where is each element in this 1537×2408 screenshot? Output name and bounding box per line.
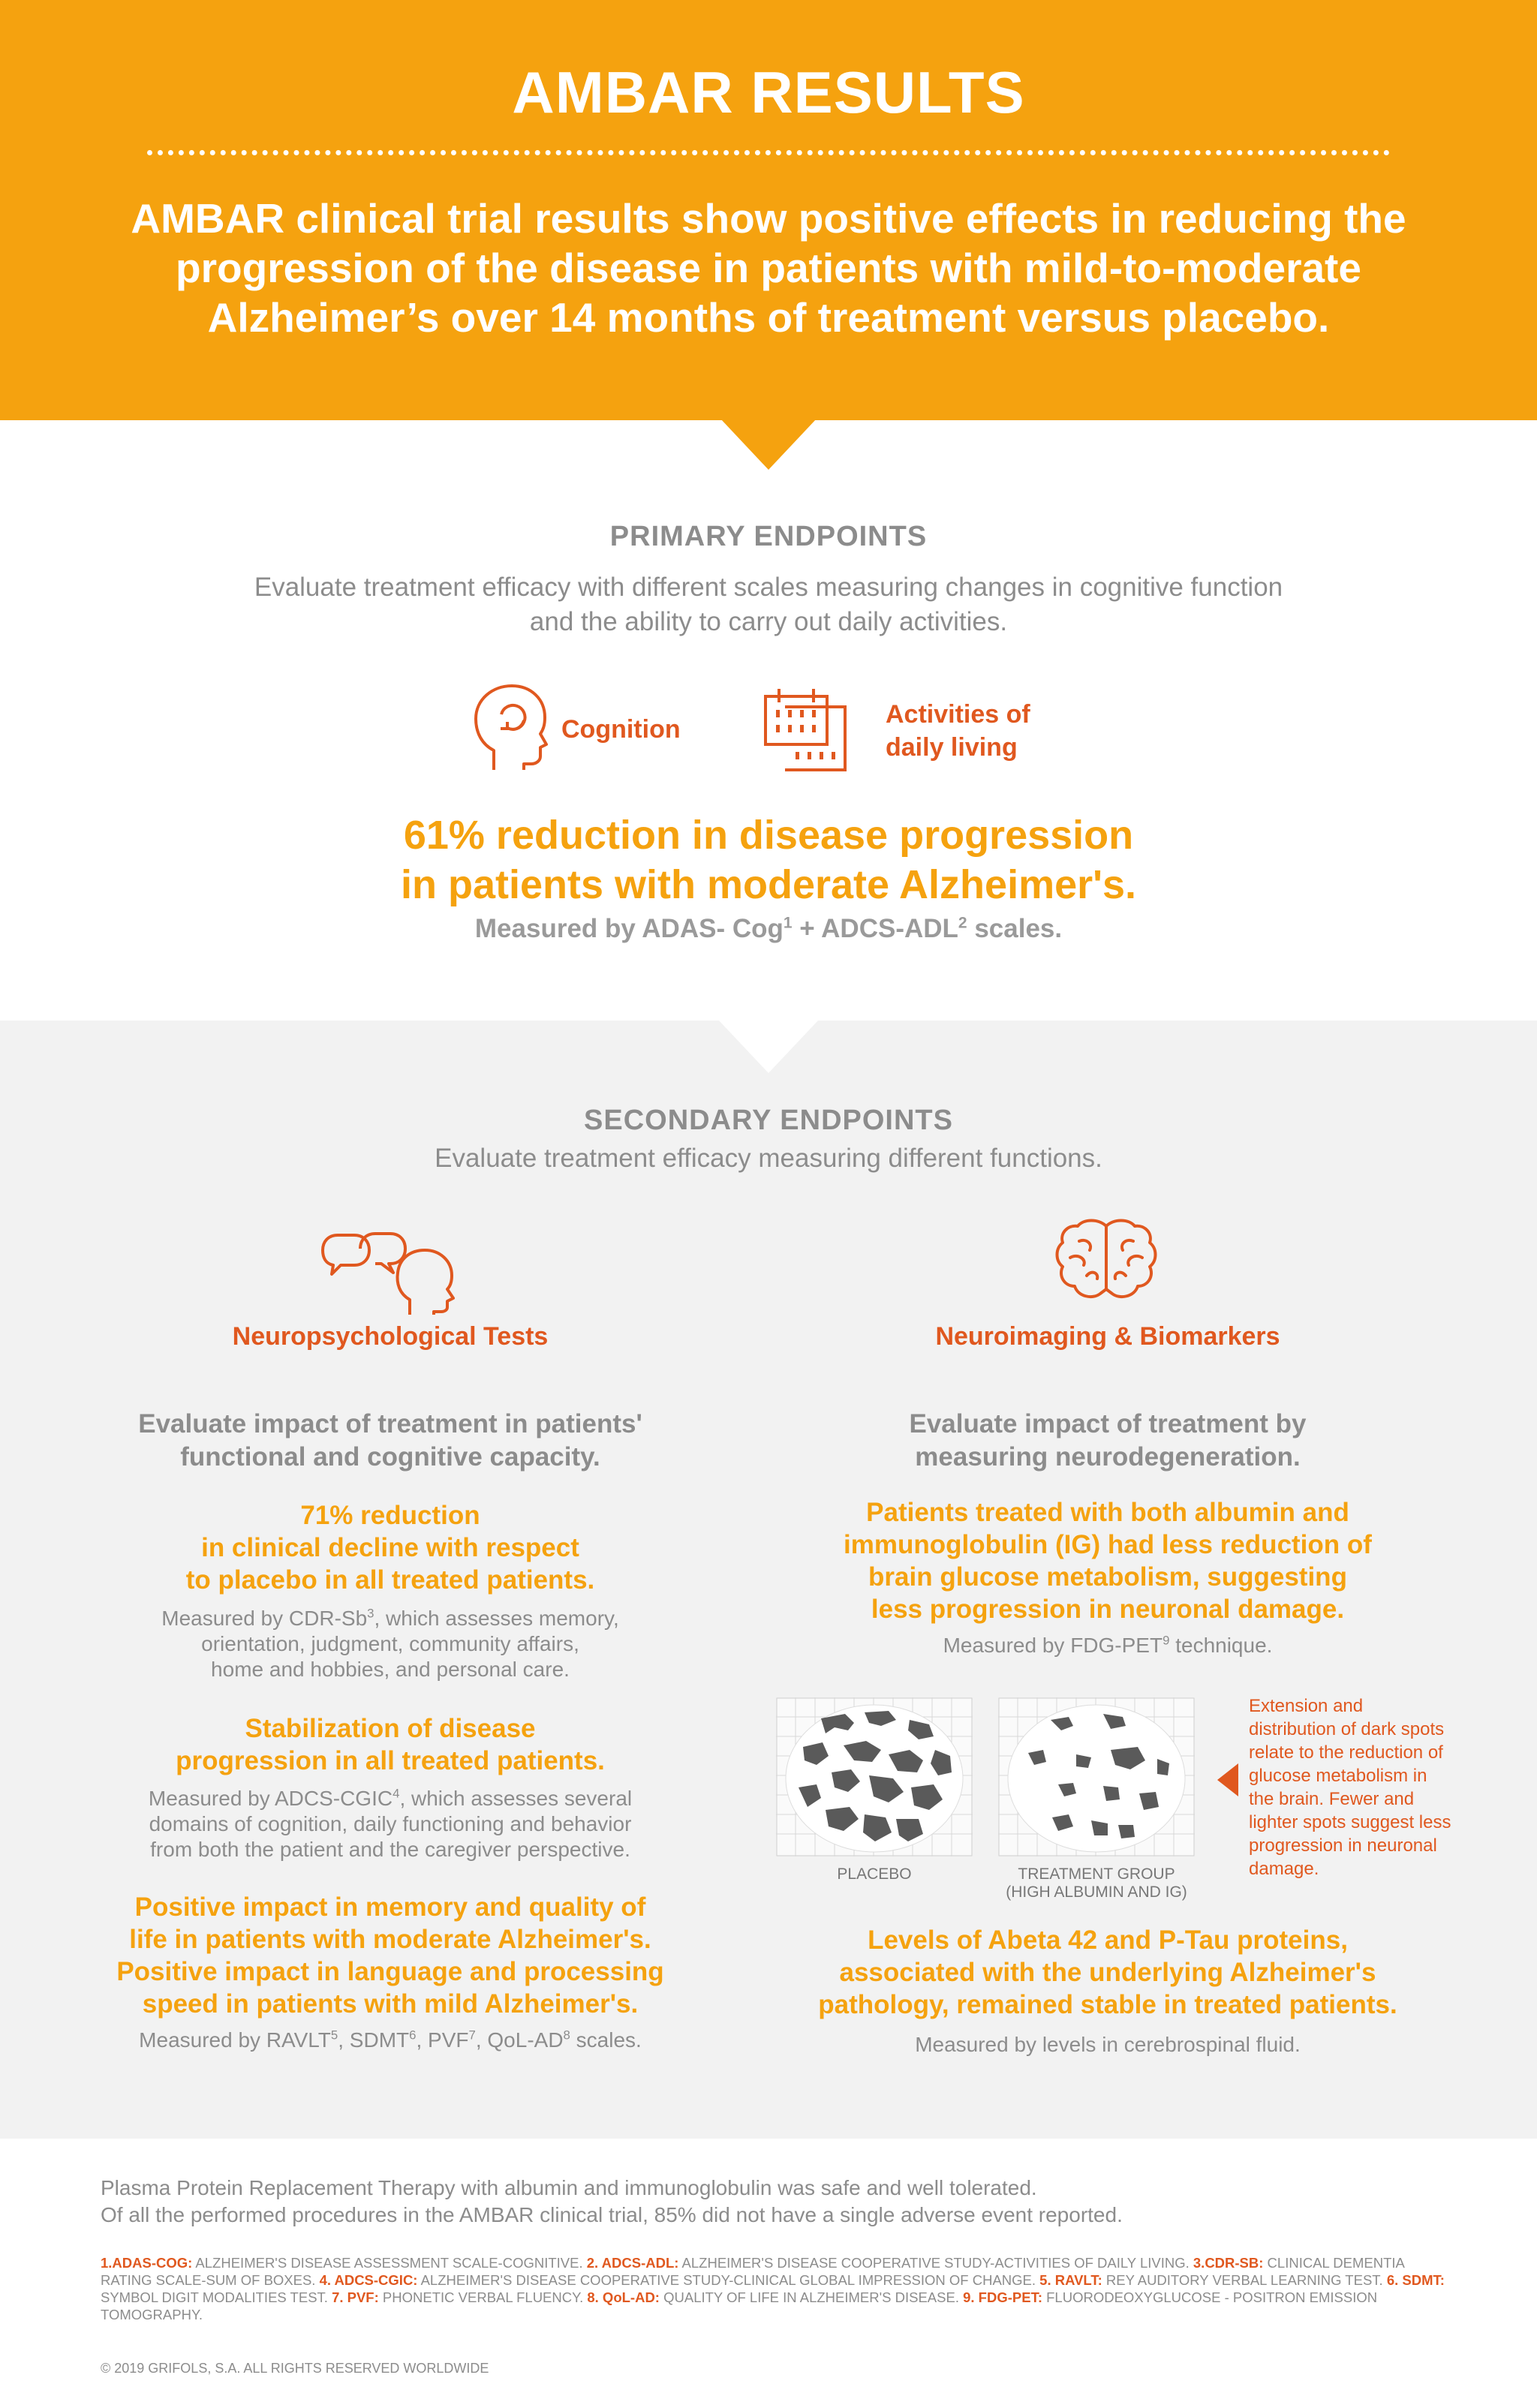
stat-line: Positive impact in memory and quality of [134,1892,646,1922]
neuroimaging-heading: Neuroimaging & Biomarkers [935,1322,1280,1351]
footnote-ref: 9 [1163,1633,1170,1648]
stat-line: to placebo in all treated patients. [185,1565,595,1595]
treatment-brain-scan [998,1697,1195,1856]
note-pointer-icon [1217,1763,1238,1796]
activities-label-line2: daily living [886,733,1018,762]
footnote-key: 5. RAVLT: [1039,2272,1102,2288]
neuropsych-stat3 [45,1891,735,2020]
neuropsych-measure3 [45,2028,735,2053]
footnote-key: 3.CDR-SB: [1193,2255,1264,2271]
header-subtitle: AMBAR clinical trial results show positive effects in reducing the progression of the disease in patients with mild-to-moderate Alzheimer’s over 14 months of treatment versus placebo. [131,195,1406,341]
footnote-ref: 1 [783,914,793,932]
measure-text: scales. [967,914,1063,943]
neuroimaging-measure1 [762,1633,1453,1658]
placebo-label: PLACEBO [837,1865,912,1883]
footnote-key: 7. PVF: [332,2289,379,2305]
treatment-label-line: (HIGH ALBUMIN AND IG) [1006,1883,1187,1901]
head-cognition-icon [471,681,549,774]
primary-stat-line1: 61% reduction in disease progression [403,813,1134,858]
eval-line: functional and cognitive capacity. [180,1442,600,1472]
footnotes [101,2254,1451,2323]
measure-text: , which assesses several [399,1787,633,1810]
activities-label-line1: Activities of [886,700,1030,729]
stat-line: in clinical decline with respect [201,1533,579,1562]
measure-text: + ADCS-ADL [792,914,958,943]
stat-line: immunoglobulin (IG) had less reduction of [844,1530,1372,1559]
neuropsych-stat1 [45,1499,735,1596]
measure-text: Measured by FDG-PET [943,1634,1163,1657]
measure-text: , QoL-AD [475,2028,564,2052]
stat-line: Stabilization of disease [245,1714,536,1743]
neuroimaging-stat1 [747,1496,1468,1625]
footnote-ref: 6 [409,2028,417,2043]
footnote-text: PHONETIC VERBAL FLUENCY. [378,2289,588,2305]
footnote-text: SYMBOL DIGIT MODALITIES TEST. [101,2289,332,2305]
stat-line: 71% reduction [300,1501,480,1530]
measure-text: , SDMT [338,2028,410,2052]
safety-line: Plasma Protein Replacement Therapy with albumin and immunoglobulin was safe and well tolerated. [101,2176,1037,2199]
stat-line: pathology, remained stable in treated patients. [818,1990,1397,2019]
neuroimaging-stat2 [747,1924,1468,2021]
footnote-key: 8. QoL-AD: [587,2289,660,2305]
eval-line: Evaluate impact of treatment in patients' [138,1409,642,1438]
footnote-ref: 8 [563,2028,570,2043]
scan-note: Extension and distribution of dark spots relate to the reduction of glucose metabolism in the brain. Fewer and lighter spots suggest less progression in neuronal damage. [1249,1696,1451,1879]
footnote-key: 2. ADCS-ADL: [586,2255,679,2271]
eval-line: measuring neurodegeneration. [915,1442,1301,1472]
neuropsych-stat2 [45,1712,735,1777]
footnote-ref: 3 [367,1606,374,1621]
stat-line: Levels of Abeta 42 and P-Tau proteins, [868,1925,1348,1955]
footnote-text: ALZHEIMER'S DISEASE ASSESSMENT SCALE-COGNITIVE. [192,2255,587,2271]
treatment-label-line: TREATMENT GROUP [1018,1865,1175,1883]
copyright: © 2019 GRIFOLS, S.A. ALL RIGHTS RESERVED WORLDWIDE [101,2361,489,2376]
footnote-key: 4. ADCS-CGIC: [319,2272,418,2288]
safety-statement [101,2175,1451,2229]
treatment-label [983,1865,1210,1901]
stat-line: associated with the underlying Alzheimer's [839,1958,1376,1987]
primary-stat-line2: in patients with moderate Alzheimer's. [400,862,1137,907]
footnote-ref: 7 [468,2028,476,2043]
footnote-ref: 4 [393,1786,400,1801]
secondary-endpoints-title: SECONDARY ENDPOINTS [584,1105,953,1136]
measure-text: scales. [570,2028,642,2052]
measure-line: from both the patient and the caregiver perspective. [150,1838,630,1861]
eval-line: Evaluate impact of treatment by [909,1409,1307,1438]
footnote-text: FLUORODEOXYGLUCOSE - POSITRON EMISSION TOMOGRAPHY. [101,2289,1378,2322]
primary-stat [150,810,1387,909]
measure-text: Measured by ADAS- Cog [474,914,784,943]
page-title: AMBAR RESULTS [512,59,1025,125]
footnote-text: ALZHEIMER'S DISEASE COOPERATIVE STUDY-ACTIVITIES OF DAILY LIVING. [678,2255,1193,2271]
cognition-label: Cognition [561,715,681,744]
footnote-text: REY AUDITORY VERBAL LEARNING TEST. [1102,2272,1387,2288]
footnote-key: 9. FDG-PET: [963,2289,1042,2305]
footnote-ref: 2 [958,914,967,932]
neuropsych-heading: Neuropsychological Tests [232,1322,549,1351]
neuroimaging-measure2: Measured by levels in cerebrospinal fluid. [915,2033,1301,2056]
footnote-ref: 5 [330,2028,338,2043]
stat-line: life in patients with moderate Alzheimer's. [129,1925,651,1954]
measure-line: domains of cognition, daily functioning and behavior [149,1812,632,1835]
measure-text: technique. [1169,1634,1273,1657]
measure-text: Measured by ADCS-CGIC [148,1787,393,1810]
measure-text: Measured by CDR-Sb [161,1607,368,1630]
footnote-key: 6. SDMT: [1386,2272,1445,2288]
neuroimaging-eval [762,1408,1453,1474]
primary-endpoints-title: PRIMARY ENDPOINTS [609,521,928,552]
secondary-notch [719,1021,818,1073]
brain-icon [1054,1216,1159,1306]
measure-text: Measured by RAVLT [139,2028,331,2052]
safety-line: Of all the performed procedures in the AMBAR clinical trial, 85% did not have a single adverse event reported. [101,2203,1123,2226]
measure-line: home and hobbies, and personal care. [211,1658,570,1681]
stat-line: Patients treated with both albumin and [866,1498,1349,1527]
stat-line: brain glucose metabolism, suggesting [868,1562,1347,1592]
secondary-endpoints-description: Evaluate treatment efficacy measuring different functions. [435,1144,1102,1173]
footnote-key: 1.ADAS-COG: [101,2255,193,2271]
measure-text: , which assesses memory, [374,1607,619,1630]
neuropsych-measure1 [45,1606,735,1682]
stat-line: Positive impact in language and processing [116,1957,664,1986]
dotted-divider [147,150,1390,155]
stat-line: speed in patients with mild Alzheimer's. [142,1989,639,2019]
footnote-text: ALZHEIMER'S DISEASE COOPERATIVE STUDY-CLINICAL GLOBAL IMPRESSION OF CHANGE. [417,2272,1040,2288]
placebo-brain-scan [776,1697,973,1856]
header-pointer [720,419,817,470]
speech-head-icon [315,1228,465,1318]
primary-endpoints-description: Evaluate treatment efficacy with different scales measuring changes in cognitive function and the ability to carry out daily activities. [254,573,1283,636]
footnote-text: CLINICAL DEMENTIA RATING SCALE-SUM OF BOXES. [101,2255,1404,2288]
measure-line: orientation, judgment, community affairs, [201,1632,579,1655]
neuropsych-eval [45,1408,735,1474]
neuropsych-measure2 [45,1786,735,1862]
measure-text: , PVF [416,2028,469,2052]
stat-line: less progression in neuronal damage. [871,1595,1345,1624]
calendar-icon [762,684,851,773]
primary-measure [150,914,1387,944]
stat-line: progression in all treated patients. [176,1746,605,1775]
footnote-text: QUALITY OF LIFE IN ALZHEIMER'S DISEASE. [659,2289,964,2305]
